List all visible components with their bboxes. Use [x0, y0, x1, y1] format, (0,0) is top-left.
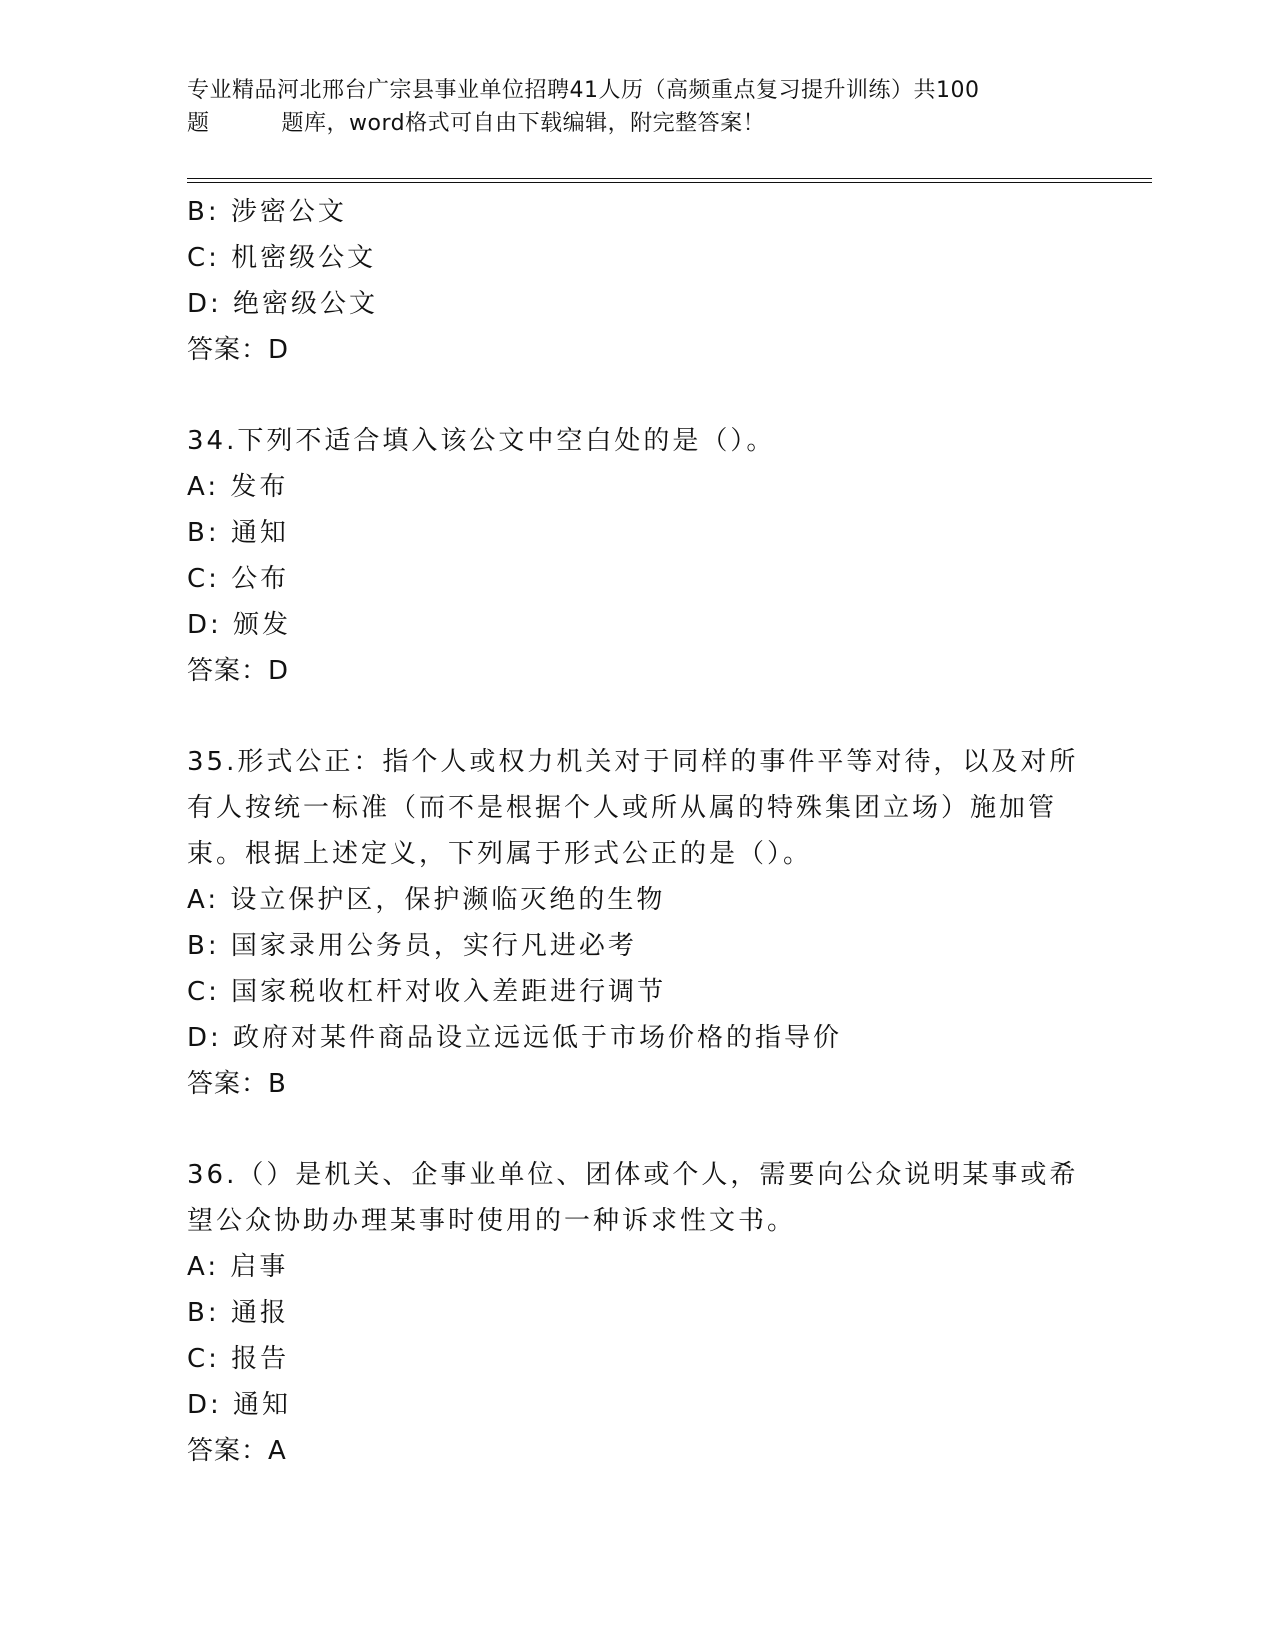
question-content [187, 189, 1087, 1474]
option-b: B: 涉密公文 [187, 197, 347, 227]
option-c: C: 公布 [187, 564, 290, 594]
question-stem-line: 36.（）是机关、企事业单位、团体或个人，需要向公众说明某事或希 [187, 1160, 1079, 1190]
question-stem-line: 35.形式公正：指个人或权力机关对于同样的事件平等对待，以及对所 [187, 747, 1079, 777]
option-b: B: 通知 [187, 518, 289, 548]
header-title-line1: 专业精品河北邢台广宗县事业单位招聘41人历（高频重点复习提升训练）共100 [187, 78, 980, 103]
option-c: C: 国家税收杠杆对收入差距进行调节 [187, 977, 667, 1007]
question-33-tail [187, 189, 1087, 373]
option-d: D: 通知 [187, 1390, 292, 1420]
answer-line: 答案：D [187, 335, 290, 365]
header-line2-left: 题 [187, 111, 210, 136]
question-36 [187, 1152, 1087, 1474]
answer-line: 答案：A [187, 1436, 287, 1466]
option-d: D: 政府对某件商品设立远远低于市场价格的指导价 [187, 1023, 843, 1053]
question-34 [187, 418, 1087, 694]
option-b: B: 国家录用公务员，实行凡进必考 [187, 931, 637, 961]
question-stem-line: 有人按统一标准（而不是根据个人或所从属的特殊集团立场）施加管 [187, 793, 1058, 823]
answer-line: 答案：B [187, 1069, 287, 1099]
question-stem-line: 望公众协助办理某事时使用的一种诉求性文书。 [187, 1206, 797, 1236]
question-stem-line: 束。根据上述定义，下列属于形式公正的是（）。 [187, 839, 813, 869]
header-divider-bottom [187, 182, 1152, 183]
page-header [187, 74, 1067, 140]
option-c: C: 机密级公文 [187, 243, 377, 273]
option-a: A: 启事 [187, 1252, 289, 1282]
option-c: C: 报告 [187, 1344, 290, 1374]
option-a: A: 发布 [187, 472, 289, 502]
answer-line: 答案：D [187, 656, 290, 686]
option-b: B: 通报 [187, 1298, 289, 1328]
option-a: A: 设立保护区，保护濒临灭绝的生物 [187, 885, 666, 915]
header-divider-top [187, 178, 1152, 179]
header-line2-right: 题库，word格式可自由下载编辑，附完整答案！ [281, 111, 766, 136]
option-d: D: 绝密级公文 [187, 289, 379, 319]
question-stem: 34.下列不适合填入该公文中空白处的是（）。 [187, 426, 776, 456]
option-d: D: 颁发 [187, 610, 292, 640]
question-35 [187, 739, 1087, 1107]
header-title-line2 [187, 107, 1067, 140]
